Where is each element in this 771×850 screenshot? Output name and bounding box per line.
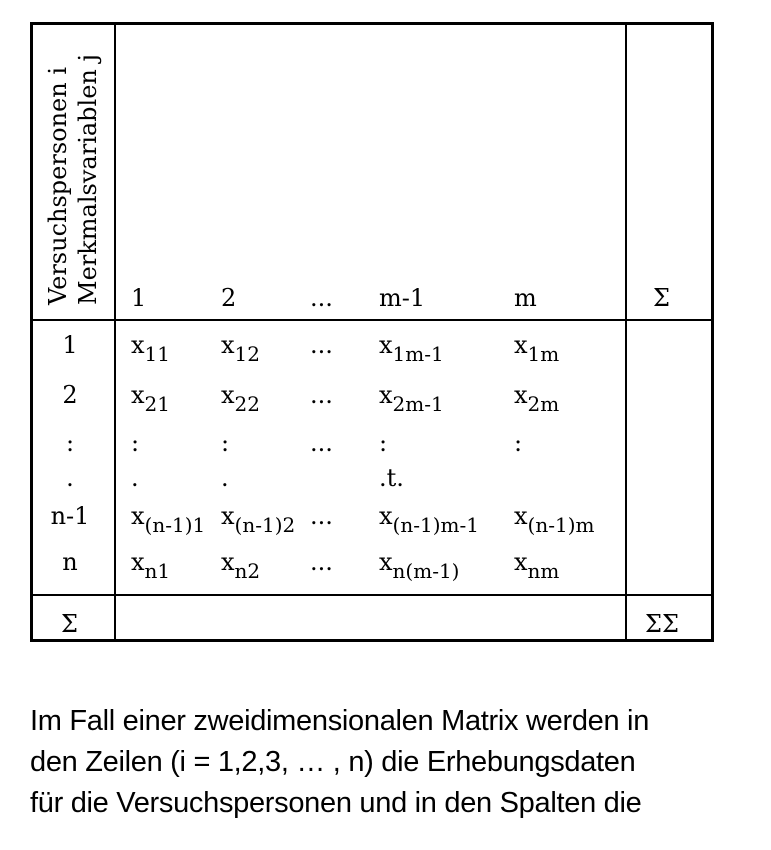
cell-symbol: . [131, 464, 139, 492]
row-divider-sum [33, 594, 711, 596]
cell-symbol: x [221, 502, 235, 530]
cell-subscript: 1m-1 [392, 342, 444, 366]
cell-symbol: ... [310, 429, 333, 457]
sum-row-label: Σ [61, 610, 78, 638]
row-label: . [66, 464, 74, 492]
matrix-cell [379, 429, 387, 457]
matrix-cell [310, 381, 333, 409]
cell-symbol: ... [310, 502, 333, 530]
matrix-cell [131, 381, 170, 416]
matrix-cell [379, 381, 444, 416]
cell-symbol: : [379, 429, 388, 457]
cell-subscript: 2m [527, 392, 560, 416]
column-header: m-1 [379, 284, 426, 312]
matrix-cell [221, 429, 229, 457]
matrix-cell [221, 502, 296, 537]
cell-symbol: x [514, 502, 528, 530]
cell-subscript: 21 [144, 392, 170, 416]
cell-subscript: (n-1)1 [144, 513, 206, 537]
cell-subscript: n(m-1) [392, 559, 460, 583]
cell-symbol: .t. [379, 464, 404, 492]
matrix-cell [221, 331, 260, 366]
matrix-cell [310, 429, 333, 457]
row-divider-header [33, 319, 711, 321]
cell-subscript: n1 [144, 559, 171, 583]
column-header: m [514, 284, 537, 312]
grand-total-symbol: ΣΣ [645, 610, 679, 638]
cell-symbol: x [379, 381, 393, 409]
matrix-cell [514, 429, 522, 457]
column-divider-label [114, 25, 116, 639]
matrix-cell [514, 502, 595, 537]
matrix-cell [131, 464, 139, 492]
matrix-cell [379, 502, 479, 537]
matrix-cell [379, 548, 460, 583]
body-text-line: Im Fall einer zweidimensionalen Matrix werden in [30, 705, 650, 737]
cell-subscript: 11 [144, 342, 170, 366]
cell-symbol: : [221, 429, 230, 457]
sum-column-header: Σ [653, 284, 670, 312]
column-header: 1 [131, 284, 147, 312]
matrix-cell [310, 502, 333, 530]
cell-symbol: ... [310, 381, 333, 409]
corner-label-persons: Versuchspersonen i [44, 66, 72, 305]
cell-subscript: 22 [234, 392, 260, 416]
body-text-line: für die Versuchspersonen und in den Spalten die [30, 787, 642, 819]
matrix-cell [310, 548, 333, 576]
cell-symbol: x [514, 331, 528, 359]
cell-symbol: : [514, 429, 523, 457]
body-text [30, 701, 750, 824]
row-label: n [62, 548, 78, 576]
matrix-cell [131, 502, 206, 537]
cell-symbol: x [221, 381, 235, 409]
cell-symbol: . [221, 464, 229, 492]
matrix-cell [131, 429, 139, 457]
cell-symbol: x [379, 548, 393, 576]
column-divider-sum [625, 25, 627, 639]
cell-symbol: x [131, 548, 145, 576]
cell-subscript: (n-1)m [527, 513, 595, 537]
row-label: : [65, 429, 75, 457]
cell-symbol: x [131, 381, 145, 409]
row-label: 1 [62, 331, 78, 359]
cell-subscript: (n-1)m-1 [392, 513, 479, 537]
data-matrix-table [30, 22, 714, 642]
cell-subscript: nm [527, 559, 560, 583]
matrix-cell [310, 331, 333, 359]
body-text-line: den Zeilen (i = 1,2,3, … , n) die Erhebungsdaten [30, 746, 636, 778]
cell-symbol: : [131, 429, 140, 457]
matrix-cell [514, 331, 560, 366]
cell-symbol: x [514, 548, 528, 576]
matrix-cell [221, 381, 260, 416]
column-header: 2 [221, 284, 237, 312]
matrix-cell [131, 331, 170, 366]
cell-symbol: x [379, 331, 393, 359]
matrix-cell [514, 548, 560, 583]
column-header: ... [310, 284, 333, 312]
cell-symbol: x [131, 331, 145, 359]
cell-subscript: n2 [234, 559, 261, 583]
cell-subscript: (n-1)2 [234, 513, 296, 537]
matrix-cell [379, 464, 404, 492]
matrix-cell [221, 464, 229, 492]
corner-label-variables: Merkmalsvariablen j [74, 54, 102, 305]
row-label: 2 [62, 381, 78, 409]
cell-symbol: x [514, 381, 528, 409]
matrix-cell [379, 331, 444, 366]
row-label: n-1 [50, 502, 90, 530]
cell-symbol: x [221, 548, 235, 576]
cell-subscript: 1m [527, 342, 560, 366]
cell-subscript: 2m-1 [392, 392, 444, 416]
cell-symbol: ... [310, 548, 333, 576]
matrix-cell [131, 548, 171, 583]
cell-symbol: x [221, 331, 235, 359]
cell-symbol: x [379, 502, 393, 530]
matrix-cell [514, 381, 560, 416]
cell-subscript: 12 [234, 342, 260, 366]
cell-symbol: ... [310, 331, 333, 359]
matrix-cell [221, 548, 261, 583]
cell-symbol: x [131, 502, 145, 530]
